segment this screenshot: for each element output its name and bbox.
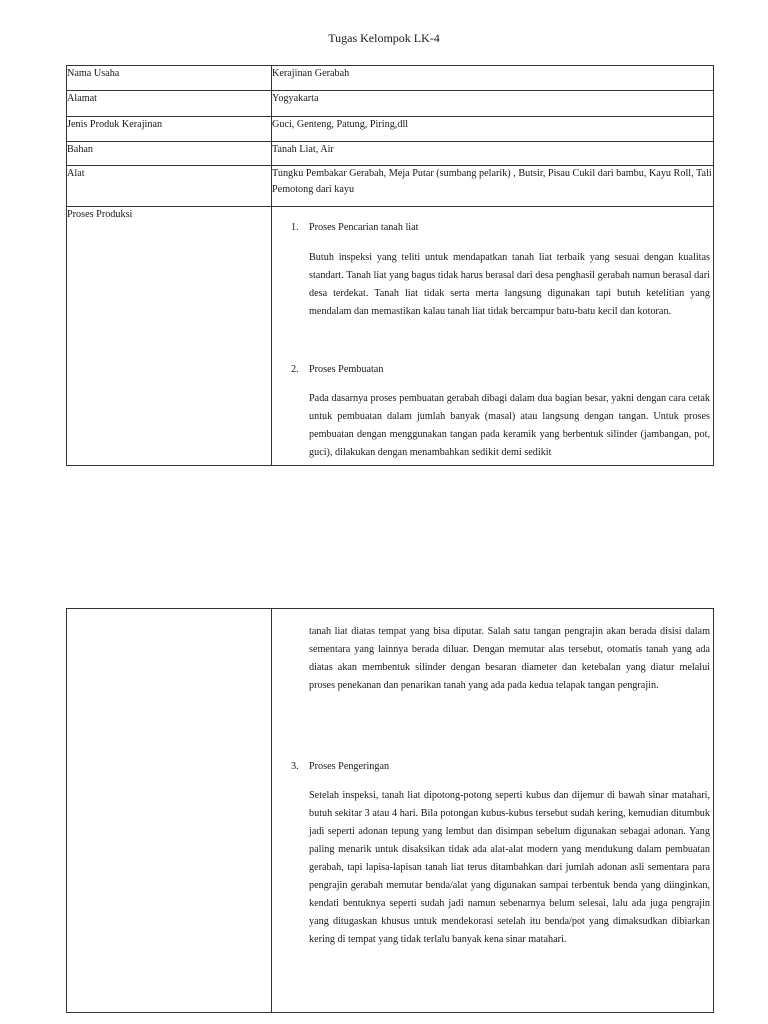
table-row-nama-usaha bbox=[67, 66, 714, 91]
label-proses-produksi: Proses Produksi bbox=[67, 207, 272, 466]
proses-content-page-1 bbox=[272, 207, 713, 462]
info-table-page-1 bbox=[66, 65, 714, 466]
label-alat: Alat bbox=[67, 166, 272, 207]
table-row-proses-lanjutan bbox=[67, 609, 714, 1013]
value-jenis-produk: Guci, Genteng, Patung, Piring,dll bbox=[272, 117, 714, 142]
step-3-text: Setelah inspeksi, tanah liat dipotong-potong seperti kubus dan dijemur di bawah sinar matahari, butuh sekitar 3 atau 4 hari. Bila potongan kubus-kubus tersebut sudah kering, kemudian ditumbuk jadi seperti adonan tepung yang lembut dan disimpan sebelum digunakan sebagai adonan. Yang paling menarik untuk disaksikan tidak ada alat-alat modern yang mendukung dalam pembuatan gerabah, tapi lapisa-lapisan tanah liat terus ditambahkan dari jumlah adonan asli sementara para pengrajin gerabah memutar benda/alat yang digunakan sampai terbentuk benda yang diinginkan, kendati bentuknya seperti sudah jadi namun sebenarnya belum selesai, lalu ada juga pengrajin yang ditugaskan khusus untuk mendekorasi setelah itu benda/pot yang dimaksudkan dibiarkan kering di tempat yang tidak terlalu banyak kena sinar matahari. bbox=[309, 790, 710, 945]
label-cell-empty bbox=[67, 609, 272, 1013]
label-bahan: Bahan bbox=[67, 142, 272, 166]
info-table-page-2 bbox=[66, 608, 714, 1013]
step-1-number: 1. bbox=[291, 222, 299, 233]
value-alat: Tungku Pembakar Gerabah, Meja Putar (sumbang pelarik) , Butsir, Pisau Cukil dari bambu, Kayu Roll, Tali Pemotong dari kayu bbox=[272, 166, 714, 207]
document-title: Tugas Kelompok LK-4 bbox=[328, 31, 440, 45]
label-alamat: Alamat bbox=[67, 91, 272, 117]
value-alamat: Yogyakarta bbox=[272, 91, 714, 117]
proses-content-page-2 bbox=[272, 609, 713, 1011]
table-row-alat bbox=[67, 166, 714, 207]
step-3-title: Proses Pengeringan bbox=[309, 761, 390, 772]
step-1-title: Proses Pencarian tanah liat bbox=[309, 222, 419, 233]
step-2-title: Proses Pembuatan bbox=[309, 364, 384, 375]
step-2-heading bbox=[291, 362, 710, 378]
step-2-number: 2. bbox=[291, 364, 299, 375]
table-row-bahan bbox=[67, 142, 714, 166]
step-3-number: 3. bbox=[291, 761, 299, 772]
table-row-proses-produksi bbox=[67, 207, 714, 466]
label-jenis-produk: Jenis Produk Kerajinan bbox=[67, 117, 272, 142]
step-2-text-part-1: Pada dasarnya proses pembuatan gerabah dibagi dalam dua bagian besar, yakni dengan cara cetak untuk pembuatan dalam jumlah banyak (masal) atau langsung dengan tangan. Untuk proses pembuatan dengan menggunakan tangan pada keramik yang berbentuk silinder (jambangan, pot, guci), dilakukan dengan menambahkan sedikit demi sedikit bbox=[309, 393, 710, 458]
step-1-heading bbox=[291, 220, 710, 236]
value-nama-usaha: Kerajinan Gerabah bbox=[272, 66, 714, 91]
table-row-alamat bbox=[67, 91, 714, 117]
step-2-text-part-2: tanah liat diatas tempat yang bisa diputar. Salah satu tangan pengrajin akan berada disisi dalam sementara yang lainnya berada diluar. Dengan memutar alas tersebut, otomatis tanah yang ada diatas akan membentuk silinder dengan besaran diameter dan ketebalan yang diatur melalui proses penekanan dan penarikan tanah yang ada pada kedua telapak tangan pengrajin. bbox=[309, 626, 710, 691]
table-row-jenis-produk bbox=[67, 117, 714, 142]
label-nama-usaha: Nama Usaha bbox=[67, 66, 272, 91]
step-1-text: Butuh inspeksi yang teliti untuk mendapatkan tanah liat terbaik yang sesuai dengan kualitas standart. Tanah liat yang bagus tidak harus berasal dari desa penghasil gerabah namun berasal dari desa terdekat. Tanah liat tidak serta merta langsung digunakan tapi butuh ketelitian yang mendalam dan memastikan kalau tanah liat tidak bercampur batu-batu kecil dan kotoran. bbox=[309, 252, 710, 317]
step-3-heading bbox=[291, 759, 710, 775]
value-bahan: Tanah Liat, Air bbox=[272, 142, 714, 166]
